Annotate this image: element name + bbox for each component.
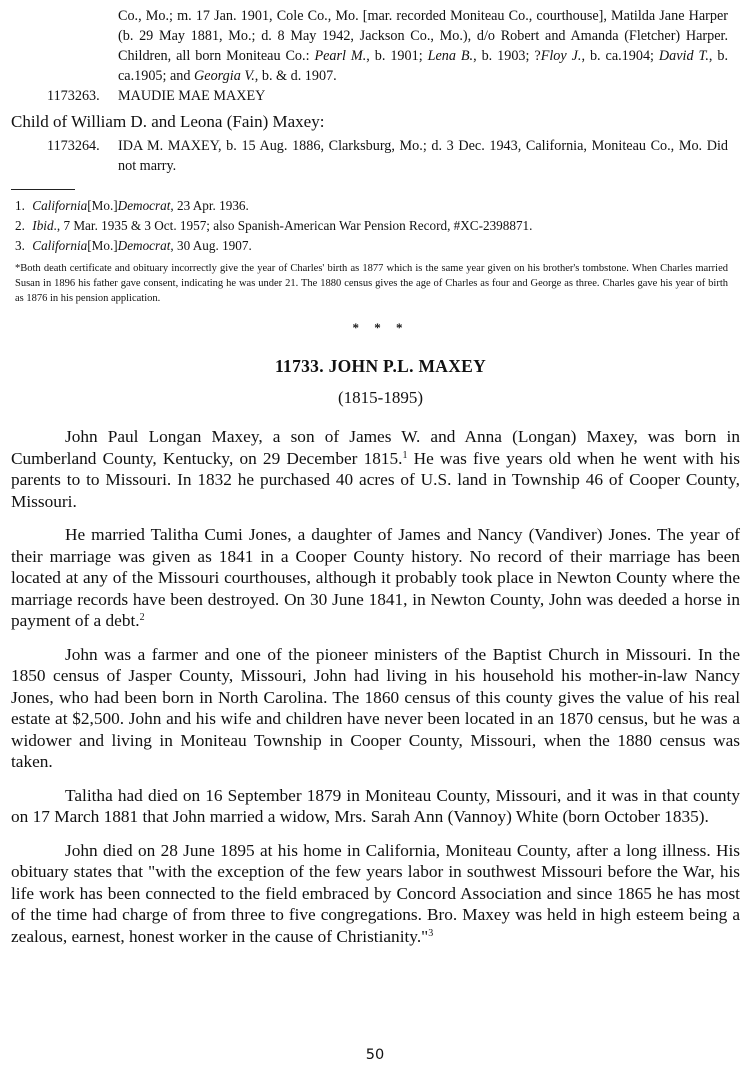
paragraph: John was a farmer and one of the pioneer ministers of the Baptist Church in Missouri. In the 1850 census of Jasper County, Missouri, John had living in his household his mother-in-law Nancy Jones, who had been born in North Carolina. The 1860 census of this county gives the value of his real estate at $2,500. John and his wife and children have never been located in an 1870 census, but he was a widower and living in Moniteau Township in Cooper County, Missouri, when the 1880 census was taken. [11, 644, 740, 771]
footnote-ref: 2 [139, 612, 145, 623]
footnote-rule [11, 189, 75, 190]
child-header: Child of William D. and Leona (Fain) Maxey: [11, 112, 325, 131]
child-name: Floy J. [540, 48, 582, 64]
footnote-italic: California [32, 238, 88, 253]
body-text [11, 426, 740, 947]
entry-text: Co., Mo.; m. 17 Jan. 1901, Cole Co., Mo. [mar. recorded Moniteau Co., courthouse], Matilda Jane Harper (b. 29 May 1881, Mo.; d. 8 May 1942, Jackson Co., Mo.), d/o Robert and Amanda (Fletcher) Harper. Children, all born Moniteau Co.: [118, 8, 728, 64]
entry-text: IDA M. MAXEY, b. 15 Aug. 1886, Clarksburg, Mo.; d. 3 Dec. 1943, California, Moniteau Co., Mo. Did not marry. [118, 138, 728, 174]
entry-text: MAUDIE MAE MAXEY [118, 88, 266, 104]
footnote-number: 2. [15, 218, 25, 233]
footnote-number: 3. [15, 238, 25, 253]
paragraph-text: He married Talitha Cumi Jones, a daughter of James and Nancy (Vandiver) Jones. The year of their marriage was given as 1841 in a Cooper County history. No record of their marriage has been located at any of the Missouri courthouses, although it probably took place in Newton County where the marriage records have been destroyed. On 30 June 1841, in Newton County, John was deeded a horse in payment of a debt. [11, 525, 740, 630]
child-name: Georgia V. [194, 68, 255, 84]
paragraph-text: John Paul Longan Maxey, a son of James W. and Anna (Longan) Maxey, was born in Cumberland County, Kentucky, on 29 December 1815. [11, 427, 740, 468]
footnote-italic: Ibid [32, 218, 54, 233]
footnote-italic: California [32, 198, 88, 213]
entry-text: , b. & d. 1907. [254, 68, 337, 84]
footnote-text: [Mo.] [87, 198, 118, 213]
paragraph [11, 426, 740, 512]
footnote-italic: Democrat [117, 238, 171, 253]
entry-number: 1173263. [47, 88, 100, 104]
paragraph: Talitha had died on 16 September 1879 in Moniteau County, Missouri, and it was in that county on 17 March 1881 that John married a widow, Mrs. Sarah Ann (Vannoy) White (born October 1835). [11, 785, 740, 826]
entry-text: , b. 1903; ? [473, 48, 541, 64]
footnote-text: , 30 Aug. 1907. [170, 238, 252, 253]
page-number: 50 [365, 1047, 385, 1063]
child-name: Lena B. [427, 48, 474, 64]
entry-ida [47, 136, 728, 176]
child-name: Pearl M. [314, 48, 367, 64]
footnote-text: [Mo.] [87, 238, 118, 253]
entry-number: 1173264. [47, 138, 100, 154]
footnote-text: ., 7 Mar. 1935 & 3 Oct. 1957; also Spanish-American War Pension Record, #XC-2398871. [53, 218, 533, 233]
paragraph [11, 840, 740, 948]
entry-text: , b. 1901; [366, 48, 428, 64]
entry-maudie [47, 86, 728, 106]
child-name: David T. [658, 48, 709, 64]
section-title: 11733. JOHN P.L. MAXEY [274, 356, 487, 376]
footnote-number: 1. [15, 198, 25, 213]
footnote-italic: Democrat [117, 198, 171, 213]
paragraph-text: John died on 28 June 1895 at his home in California, Moniteau County, after a long illness. His obituary states that "with the exception of the few years labor in southwest Missouri before the War, his life work has been connected to the field embraced by Concord Association and since 1865 he has most of the time had charge of from three to five congregations. Bro. Maxey was held in high esteem being a zealous, earnest, honest worker in the cause of Christianity." [11, 840, 740, 946]
section-dates: (1815-1895) [338, 388, 423, 407]
footnote [15, 236, 750, 256]
paragraph [11, 524, 740, 632]
footnote [15, 196, 750, 216]
paragraph-text: He was five years old when he went with his parents to to Missouri. In 1832 he purchased 40 acres of U.S. land in Township 46 of Cooper County, Missouri. [11, 448, 740, 511]
document-page [0, 6, 750, 1082]
entry-continuation [118, 6, 728, 86]
footnote [15, 216, 750, 236]
footnote-ref: 3 [428, 927, 434, 939]
footnote-ref: 1 [402, 449, 408, 461]
section-separator: * * * [352, 320, 409, 335]
asterisk-note: *Both death certificate and obituary incorrectly give the year of Charles' birth as 1877 which is the same year given on his brother's tombstone. When Charles married Susan in 1896 his father gave consent, indicating he was under 21. The 1880 census gives the age of Charles as four and George as three. Charles gave his year of birth as 1876 in his pension application. [15, 263, 728, 304]
entry-text: , b. ca.1905; and [118, 48, 729, 84]
footnote-text: , 23 Apr. 1936. [170, 198, 249, 213]
entry-text: , b. ca.1904; [581, 48, 659, 64]
